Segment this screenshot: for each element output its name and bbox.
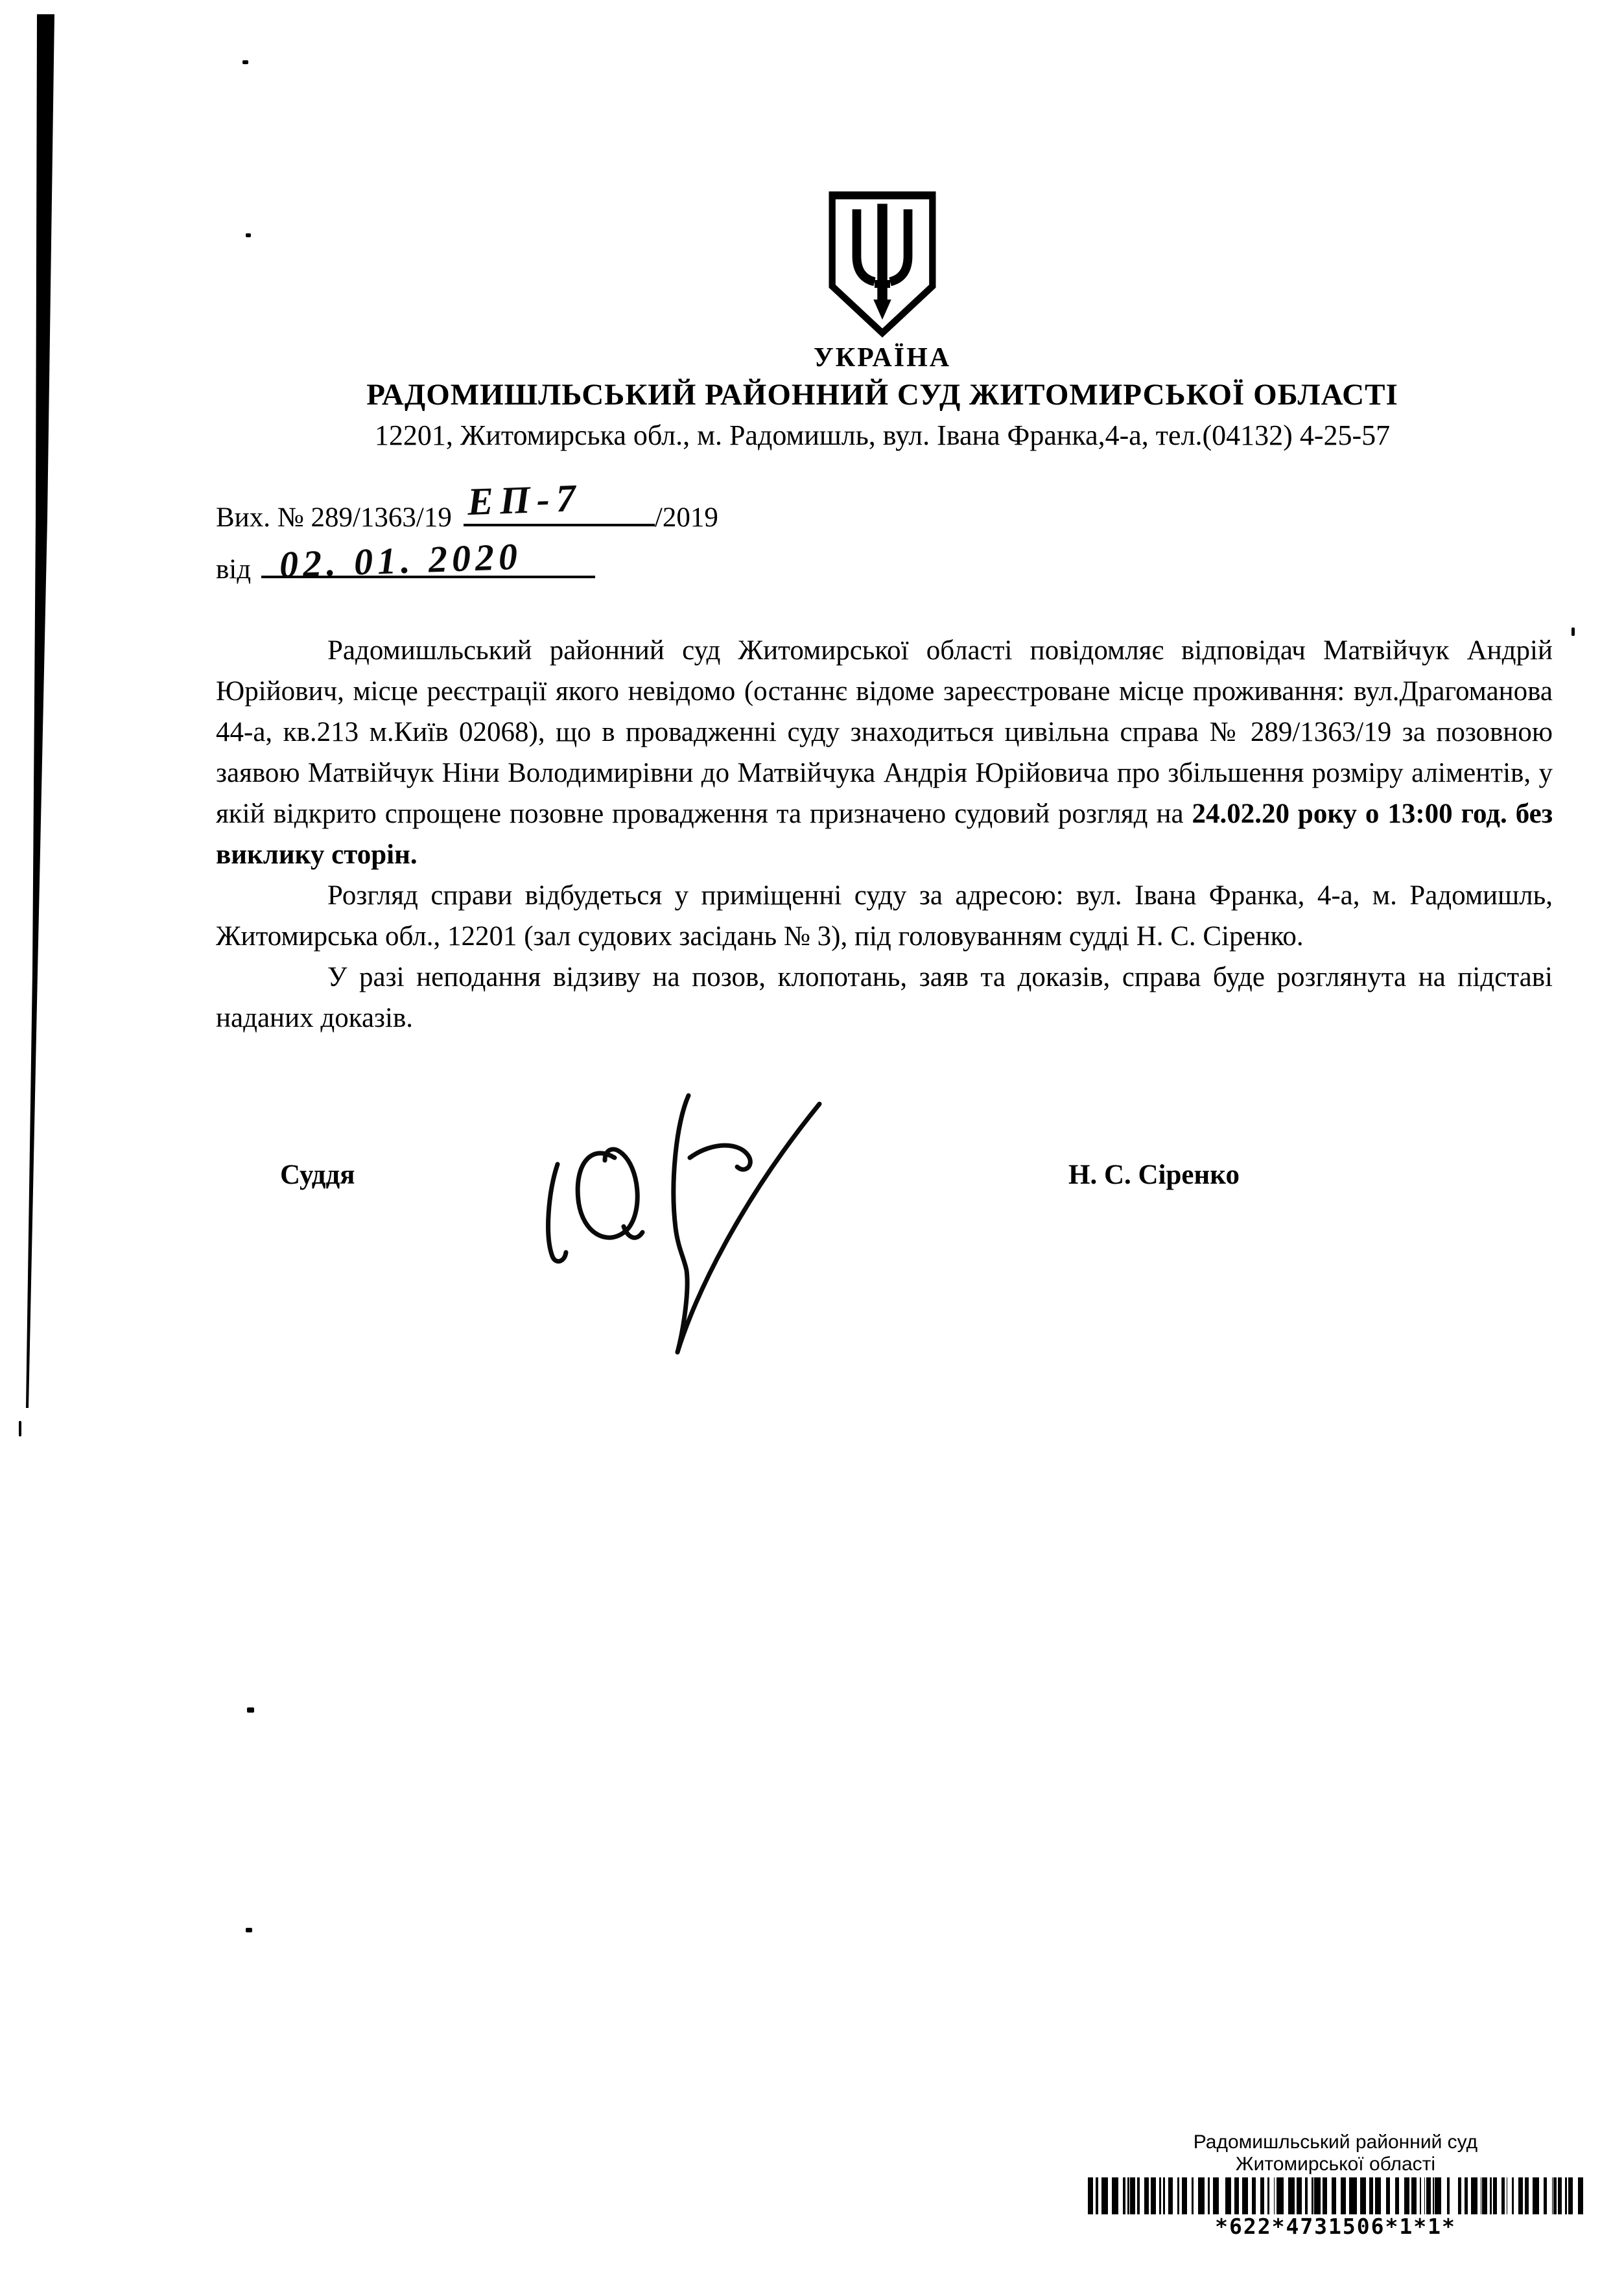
judge-label: Суддя [280, 1160, 355, 1190]
court-address: 12201, Житомирська обл., м. Радомишль, вул. Івана Франка,4-а, тел.(04132) 4-25-57 [374, 419, 1391, 451]
handwritten-case-code: ЕП-7 [466, 476, 583, 524]
scan-artifact-strip [0, 0, 78, 1426]
scan-speck [1571, 627, 1575, 636]
scan-speck [247, 1707, 254, 1713]
from-date-label: від [216, 554, 252, 585]
country-name: УКРАЇНА [813, 343, 952, 373]
scan-speck [19, 1421, 21, 1436]
letterhead [214, 189, 1551, 452]
paragraph-hearing-location: Розгляд справи відбудеться у приміщенні суду за адресою: вул. Івана Франка, 4-а, м. Радомишль, Житомирська обл., 12201 (зал судових засідань № 3), під головуванням судді Н. С. Сіренко. [216, 880, 1553, 952]
outgoing-number-line [216, 476, 718, 533]
reference-block [216, 476, 718, 586]
paragraph-no-response-warning: У разі неподання відзиву на позов, клопотань, заяв та доказів, справа буде розглянута на підставі наданих доказів. [216, 962, 1553, 1033]
outgoing-date-line [216, 535, 718, 586]
barcode-court-line1: Радомишльський районний суд [1193, 2131, 1478, 2153]
paragraph-notification-text: Радомишльський районний суд Житомирської області повідомляє відповідач Матвійчук Андрій Юрійович, місце реєстрації якого невідомо (останнє відоме зареєстроване місце проживання: вул.Драгоманова 44-а, кв.213 м.Київ 02068), що в провадженні суду знаходиться цивільна справа № 289/1363/19 за позовною заявою Матвійчук Ніни Володимирівни до Матвійчука Андрія Юрійовича про збільшення розміру аліментів, у якій відкрито спрощене позовне провадження та призначено судовий розгляд на [216, 635, 1553, 829]
judge-signature [526, 1081, 825, 1360]
hearing-date-bold-text: 24.02.20 року о 13:00 год. без виклику сторін. [216, 799, 1553, 870]
handwritten-code-underline [464, 476, 655, 526]
judge-name: Н. С. Сіренко [1068, 1160, 1240, 1190]
barcode-code-text: *622*4731506*1*1* [1215, 2214, 1456, 2239]
barcode-block [1057, 2131, 1614, 2238]
outgoing-year-suffix: /2019 [654, 502, 718, 533]
barcode [1088, 2177, 1584, 2214]
coat-of-arms-trident-icon [827, 189, 938, 340]
scan-speck [242, 60, 248, 64]
letter-body [216, 630, 1553, 1038]
scan-speck [246, 1928, 252, 1932]
court-name: РАДОМИШЛЬСЬКИЙ РАЙОННИЙ СУД ЖИТОМИРСЬКОЇ ОБЛАСТІ [366, 378, 1398, 412]
handwritten-date: 02. 01. 2020 [279, 535, 523, 586]
barcode-court-line2: Житомирської області [1235, 2153, 1436, 2175]
paragraph-notification [216, 630, 1553, 875]
handwritten-date-underline [261, 535, 595, 586]
outgoing-number-label: Вих. № 289/1363/19 [216, 502, 452, 533]
